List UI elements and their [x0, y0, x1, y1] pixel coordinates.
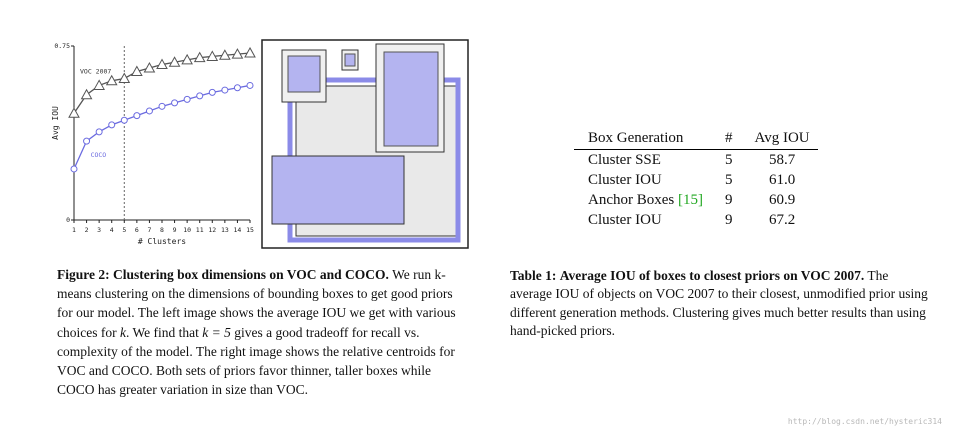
- coco-point: [84, 138, 90, 144]
- coco-point: [71, 166, 77, 172]
- x-axis-label: # Clusters: [137, 237, 187, 246]
- table-row: [574, 190, 818, 210]
- coco-point: [234, 85, 240, 91]
- results-table: [574, 130, 818, 230]
- coco-point: [197, 93, 203, 99]
- figure-text-3: gives a good tradeoff for recall vs. complexity of the model. The right image shows the relative centroids for VOC and COCO. Both sets of priors favor thinner, taller boxes while COCO has greater variation in size than VOC.: [57, 324, 455, 398]
- row-count: 5: [725, 152, 733, 168]
- voc-point: [119, 73, 129, 82]
- coco-centroid-tall: [384, 52, 438, 146]
- coco-point: [172, 100, 178, 106]
- x-tick-label: 10: [183, 226, 192, 234]
- x-tick-label: 15: [246, 226, 254, 234]
- table-row: [574, 170, 818, 190]
- coco-point: [209, 89, 215, 95]
- voc-point: [69, 108, 79, 117]
- header-avg-iou: Avg IOU: [741, 130, 818, 150]
- row-method: Cluster SSE: [588, 152, 661, 168]
- coco-point: [146, 108, 152, 114]
- coco-point: [134, 113, 140, 119]
- y-tick-label: 0: [66, 216, 70, 224]
- coco-point: [121, 117, 127, 123]
- header-count: #: [711, 130, 741, 150]
- figure-text-2: . We find that: [125, 324, 203, 340]
- x-tick-label: 6: [134, 226, 139, 234]
- figure-k-eq: k = 5: [202, 324, 231, 340]
- row-method-cell: [574, 190, 711, 210]
- coco-centroid-small: [288, 56, 320, 92]
- voc-point: [245, 48, 255, 57]
- avg-iou-chart-svg: [52, 38, 257, 248]
- figure-text-1: We run k-means clustering on the dimensions of bounding boxes to get good priors for our model. The left image shows the average IOU we get with various choices for: [57, 267, 456, 340]
- coco-point: [247, 82, 253, 88]
- x-tick-label: 5: [122, 226, 127, 234]
- x-tick-label: 11: [195, 226, 204, 234]
- x-tick-label: 9: [172, 226, 177, 234]
- x-tick-label: 1: [72, 226, 76, 234]
- x-tick-label: 7: [147, 226, 152, 234]
- table-row: [574, 150, 818, 171]
- coco-point: [96, 129, 102, 135]
- x-tick-label: 14: [233, 226, 242, 234]
- y-axis-label: Avg IOU: [51, 106, 60, 140]
- x-tick-label: 13: [220, 226, 229, 234]
- citation-link[interactable]: [15]: [678, 192, 703, 208]
- row-iou: 61.0: [768, 172, 796, 188]
- row-iou: 58.7: [768, 152, 796, 168]
- table-caption-text: The average IOU of objects on VOC 2007 to their closest, unmodified prior using different generation methods. Clustering gives much better results than using hand-picked priors.: [510, 268, 928, 339]
- table-label: Table 1:: [510, 268, 557, 283]
- row-count: 5: [725, 172, 733, 188]
- voc-point: [94, 80, 104, 89]
- x-tick-label: 8: [160, 226, 164, 234]
- x-tick-label: 3: [97, 226, 102, 234]
- coco-point: [222, 87, 228, 93]
- coco-centroid-wide: [272, 156, 404, 224]
- centroid-boxes-figure: [260, 38, 470, 250]
- centroid-boxes-svg: [260, 38, 470, 250]
- x-tick-label: 4: [109, 226, 114, 234]
- figure-caption: [57, 265, 467, 399]
- avg-iou-plot: [52, 38, 257, 248]
- figure-label: Figure 2:: [57, 267, 110, 282]
- row-count: 9: [725, 212, 733, 228]
- figure-title: Clustering box dimensions on VOC and COCO.: [113, 267, 389, 282]
- x-tick-label: 12: [208, 226, 217, 234]
- row-count: 9: [725, 192, 733, 208]
- coco-point: [184, 96, 190, 102]
- row-iou: 60.9: [768, 192, 796, 208]
- row-method: Anchor Boxes: [588, 192, 678, 208]
- y-tick-label: 0.75: [54, 42, 70, 50]
- coco-point: [159, 103, 165, 109]
- x-tick-label: 2: [84, 226, 89, 234]
- coco-centroid-tiny: [345, 54, 355, 66]
- coco-series-label: COCO: [90, 151, 107, 160]
- table-caption: [510, 267, 930, 341]
- row-method: Cluster IOU: [588, 212, 662, 228]
- row-method: Cluster IOU: [588, 172, 662, 188]
- watermark: http://blog.csdn.net/hysteric314: [787, 417, 942, 426]
- voc-point: [82, 90, 92, 99]
- table-title: Average IOU of boxes to closest priors on VOC 2007.: [559, 268, 865, 283]
- coco-point: [109, 122, 115, 128]
- table-row: [574, 210, 818, 230]
- voc-series-label: VOC 2007: [80, 67, 112, 76]
- figure-k: k: [119, 324, 126, 340]
- table-header-row: [574, 130, 818, 150]
- row-iou: 67.2: [768, 212, 796, 228]
- header-box-generation: Box Generation: [574, 130, 711, 150]
- iou-table: [574, 130, 818, 230]
